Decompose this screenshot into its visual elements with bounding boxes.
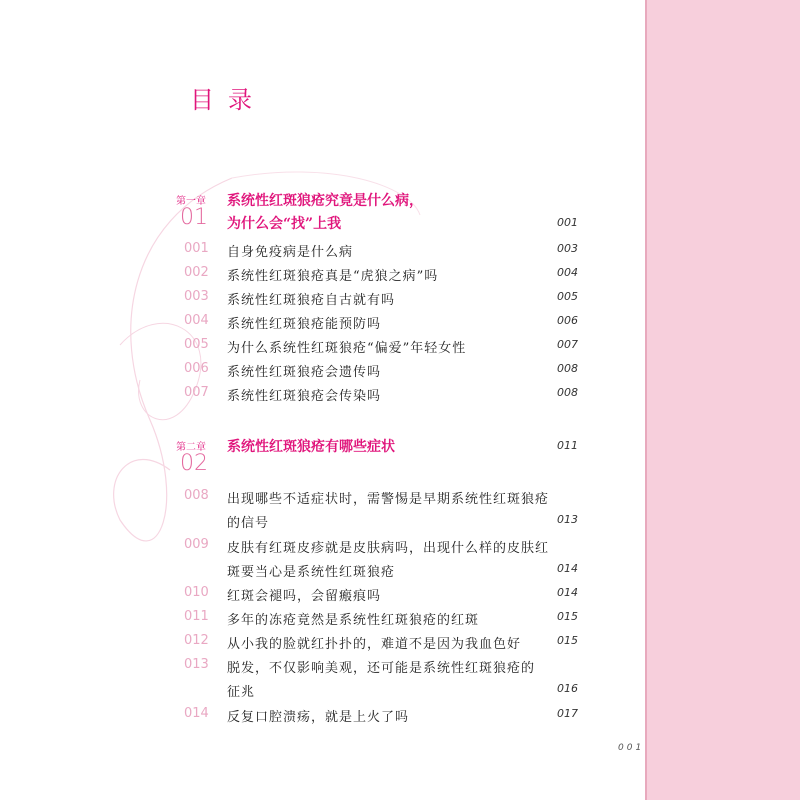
entry-number: 005 — [184, 337, 209, 352]
entry-number: 014 — [184, 706, 209, 721]
entry-number: 001 — [184, 241, 209, 256]
entry-page: 004 — [557, 266, 578, 279]
entry-number: 012 — [184, 633, 209, 648]
entry-number: 006 — [184, 361, 209, 376]
folio-page-number: 001 — [618, 743, 645, 753]
page-title: 目录 — [190, 86, 266, 114]
entry-title: 系统性红斑狼疮会遗传吗 — [227, 365, 382, 380]
chapter-1-title-line1: 系统性红斑狼疮究竟是什么病， — [227, 193, 423, 209]
entry-number: 004 — [184, 313, 209, 328]
entry-title: 从小我的脸就红扑扑的，难道不是因为我血色好 — [227, 637, 522, 652]
entry-number: 010 — [184, 585, 209, 600]
side-band-edge — [645, 0, 647, 800]
chapter-2-number: 02 — [180, 451, 208, 476]
entry-number: 011 — [184, 609, 209, 624]
entry-page: 005 — [557, 290, 578, 303]
entry-title-line2: 征兆 — [227, 685, 256, 700]
entry-page: 006 — [557, 314, 578, 327]
entry-title: 系统性红斑狼疮会传染吗 — [227, 389, 382, 404]
entry-page: 007 — [557, 338, 578, 351]
entry-number: 009 — [184, 537, 209, 552]
entry-title: 为什么系统性红斑狼疮“偏爱”年轻女性 — [227, 341, 467, 356]
chapter-2-title: 系统性红斑狼疮有哪些症状 — [227, 439, 395, 455]
entry-page: 015 — [557, 634, 578, 647]
chapter-1-label: 第一章 — [176, 196, 206, 207]
entry-title-line1: 出现哪些不适症状时，需警惕是早期系统性红斑狼疮 — [227, 492, 550, 507]
entry-title: 红斑会褪吗，会留瘢痕吗 — [227, 589, 382, 604]
chapter-1-title-line2: 为什么会“找”上我 — [227, 216, 342, 232]
entry-title: 系统性红斑狼疮真是“虎狼之病”吗 — [227, 269, 439, 284]
side-color-band — [645, 0, 800, 800]
chapter-2-page: 011 — [557, 439, 578, 452]
entry-number: 008 — [184, 488, 209, 503]
entry-title-line2: 的信号 — [227, 516, 270, 531]
entry-title-line1: 脱发，不仅影响美观，还可能是系统性红斑狼疮的 — [227, 661, 536, 676]
chapter-1-page: 001 — [557, 216, 578, 229]
entry-title: 反复口腔溃疡，就是上火了吗 — [227, 710, 410, 725]
entry-number: 013 — [184, 657, 209, 672]
entry-page: 013 — [557, 513, 578, 526]
entry-page: 003 — [557, 242, 578, 255]
entry-number: 003 — [184, 289, 209, 304]
chapter-1-number: 01 — [180, 205, 208, 230]
entry-page: 016 — [557, 682, 578, 695]
entry-page: 008 — [557, 362, 578, 375]
entry-number: 002 — [184, 265, 209, 280]
entry-page: 014 — [557, 586, 578, 599]
entry-page: 014 — [557, 562, 578, 575]
entry-page: 017 — [557, 707, 578, 720]
entry-title: 多年的冻疮竟然是系统性红斑狼疮的红斑 — [227, 613, 480, 628]
entry-title-line2: 斑要当心是系统性红斑狼疮 — [227, 565, 396, 580]
entry-title-line1: 皮肤有红斑皮疹就是皮肤病吗，出现什么样的皮肤红 — [227, 541, 550, 556]
entry-page: 008 — [557, 386, 578, 399]
entry-title: 系统性红斑狼疮自古就有吗 — [227, 293, 396, 308]
entry-title: 自身免疫病是什么病 — [227, 245, 354, 260]
entry-number: 007 — [184, 385, 209, 400]
entry-page: 015 — [557, 610, 578, 623]
chapter-2-label: 第二章 — [176, 442, 206, 453]
entry-title: 系统性红斑狼疮能预防吗 — [227, 317, 382, 332]
